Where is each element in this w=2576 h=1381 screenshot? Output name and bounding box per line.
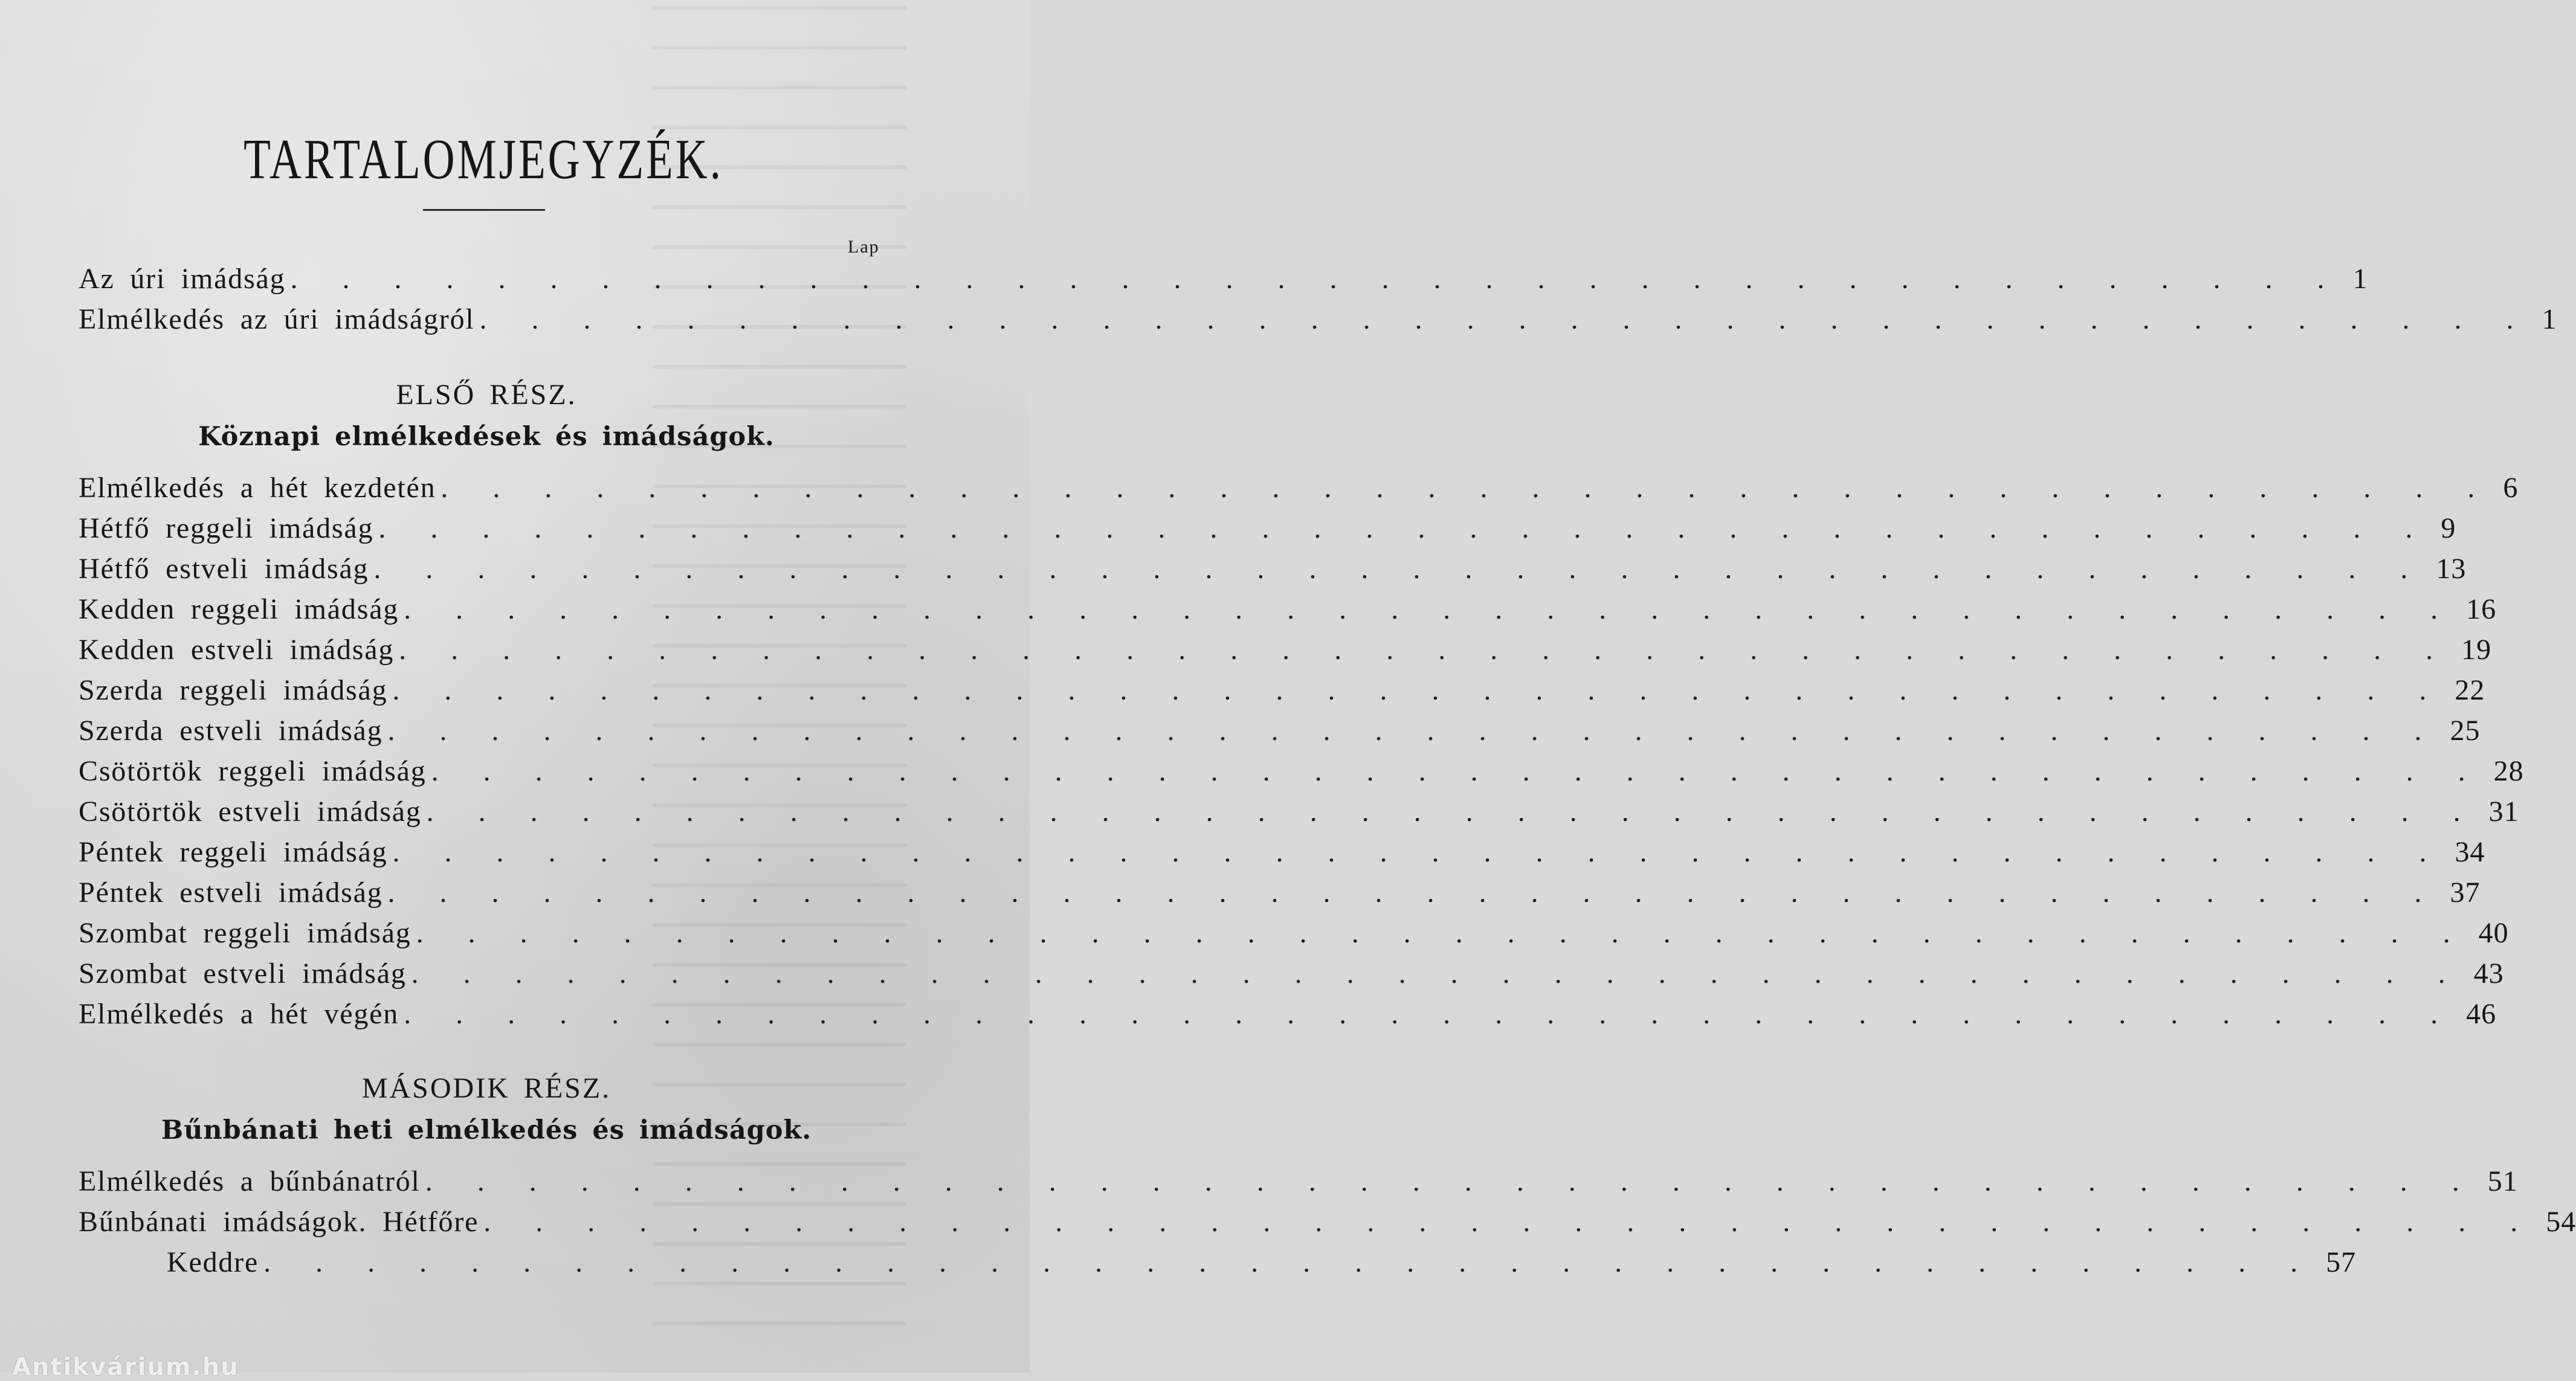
dot-leader: . . . . . . . . . . . . . . . . . . . . . . . . . . . . . . . . . . . . . . . . bbox=[425, 1165, 2478, 1197]
toc-entry-title: Csötörtök reggeli imádság bbox=[79, 755, 427, 787]
toc-entry bbox=[79, 791, 2519, 832]
table-of-contents bbox=[79, 259, 2576, 1283]
toc-entry-title: Szombat reggeli imádság bbox=[79, 917, 412, 949]
toc-entry bbox=[79, 468, 2519, 508]
toc-entry-page: 37 bbox=[2450, 877, 2481, 909]
toc-entry-title: Szombat estveli imádság bbox=[79, 958, 407, 990]
toc-entry bbox=[79, 751, 2524, 791]
toc-entry-title: Kedden estveli imádság bbox=[79, 634, 395, 666]
toc-entry-title: Elmélkedés a hét kezdetén bbox=[79, 472, 436, 504]
dot-leader: . . . . . . . . . . . . . . . . . . . . . . . . . . . . . . . . . . . . . . . . bbox=[392, 674, 2445, 706]
dot-leader: . . . . . . . . . . . . . . . . . . . . . . . . . . . . . . . . . . . . . . . . bbox=[426, 796, 2479, 828]
toc-entry-title: Szerda estveli imádság bbox=[79, 715, 383, 747]
toc-entry bbox=[79, 994, 2497, 1034]
toc-entry-title: Keddre bbox=[167, 1246, 259, 1278]
toc-entry-page: 51 bbox=[2487, 1165, 2518, 1197]
dot-leader: . . . . . . . . . . . . . . . . . . . . . . . . . . . . . . . . . . . . . . . . bbox=[441, 472, 2494, 504]
spacer bbox=[79, 340, 894, 376]
toc-entry-title: Hétfő reggeli imádság bbox=[79, 512, 374, 544]
toc-entry-page: 9 bbox=[2441, 512, 2456, 544]
toc-entry-page: 34 bbox=[2455, 836, 2485, 868]
toc-entry-title: Elmélkedés a bűnbánatról bbox=[79, 1165, 421, 1197]
toc-entry bbox=[79, 508, 2456, 549]
toc-entry bbox=[79, 913, 2509, 953]
part-two-heading: MÁSODIK RÉSZ. bbox=[361, 1072, 612, 1104]
dot-leader: . . . . . . . . . . . . . . . . . . . . . . . . . . . . . . . . . . . . . . . . bbox=[431, 755, 2484, 787]
page-title: TARTALOMJEGYZÉK. bbox=[244, 128, 723, 191]
dot-leader: . . . . . . . . . . . . . . . . . . . . . . . . . . . . . . . . . . . . . . . . bbox=[263, 1246, 2317, 1278]
watermark: Antikvárium.hu bbox=[12, 1353, 239, 1381]
toc-entry-title: Hétfő estveli imádság bbox=[79, 553, 369, 585]
dot-leader: . . . . . . . . . . . . . . . . . . . . . . . . . . . . . . . . . . . . . . . . bbox=[399, 634, 2452, 666]
toc-entry bbox=[79, 549, 2467, 589]
dot-leader: . . . . . . . . . . . . . . . . . . . . . . . . . . . . . . . . . . . . . . . . bbox=[378, 512, 2432, 544]
toc-entry bbox=[79, 710, 2481, 751]
dot-leader: . . . . . . . . . . . . . . . . . . . . . . . . . . . . . . . . . . . . . . . . bbox=[392, 836, 2445, 868]
toc-entry-page: 6 bbox=[2503, 472, 2519, 504]
dot-leader: . . . . . . . . . . . . . . . . . . . . . . . . . . . . . . . . . . . . . . . . bbox=[483, 1206, 2537, 1238]
toc-entry bbox=[79, 832, 2485, 872]
dot-leader: . . . . . . . . . . . . . . . . . . . . . . . . . . . . . . . . . . . . . . . . bbox=[404, 998, 2457, 1030]
toc-entry bbox=[79, 589, 2497, 629]
dot-leader: . . . . . . . . . . . . . . . . . . . . . . . . . . . . . . . . . . . . . . . . bbox=[290, 263, 2343, 295]
dot-leader: . . . . . . . . . . . . . . . . . . . . . . . . . . . . . . . . . . . . . . . . bbox=[479, 303, 2532, 335]
toc-entry-title: Szerda reggeli imádság bbox=[79, 674, 388, 706]
toc-entry bbox=[79, 1161, 2518, 1202]
toc-entry bbox=[79, 670, 2485, 710]
toc-entry-title: Péntek reggeli imádság bbox=[79, 836, 388, 868]
toc-entry-title: Elmélkedés az úri imádságról bbox=[79, 303, 475, 335]
toc-entry bbox=[79, 299, 2557, 340]
toc-entry bbox=[79, 872, 2481, 913]
toc-entry-page: 28 bbox=[2493, 755, 2524, 787]
toc-entry-title: Kedden reggeli imádság bbox=[79, 593, 399, 625]
toc-entry-page: 16 bbox=[2466, 593, 2497, 625]
toc-entry-page: 40 bbox=[2478, 917, 2509, 949]
toc-entry bbox=[79, 629, 2492, 670]
toc-entry-title: Bűnbánati imádságok. Hétfőre bbox=[79, 1206, 479, 1238]
toc-entry-page: 43 bbox=[2473, 958, 2504, 990]
toc-entry-page: 22 bbox=[2455, 674, 2485, 706]
toc-entry bbox=[79, 259, 2368, 299]
toc-entry-page: 57 bbox=[2326, 1246, 2357, 1278]
toc-entry-title: Péntek estveli imádság bbox=[79, 877, 383, 909]
toc-entry bbox=[79, 1242, 2357, 1283]
dot-leader: . . . . . . . . . . . . . . . . . . . . . . . . . . . . . . . . . . . . . . . . bbox=[387, 877, 2441, 909]
toc-entry-title: Elmélkedés a hét végén bbox=[79, 998, 399, 1030]
toc-entry-page: 46 bbox=[2466, 998, 2497, 1030]
toc-entry-page: 13 bbox=[2436, 553, 2467, 585]
toc-entry-page: 1 bbox=[2542, 303, 2557, 335]
spacer bbox=[79, 1034, 894, 1069]
toc-entry-page: 25 bbox=[2450, 715, 2481, 747]
part-one-subtitle: Köznapi elmélkedések és imádságok. bbox=[198, 422, 775, 452]
toc-entry-page: 31 bbox=[2488, 796, 2519, 828]
dot-leader: . . . . . . . . . . . . . . . . . . . . . . . . . . . . . . . . . . . . . . . . bbox=[416, 917, 2469, 949]
part-two-subtitle: Bűnbánati heti elmélkedés és imádságok. bbox=[161, 1115, 812, 1145]
toc-entry-title: Az úri imádság bbox=[79, 263, 286, 295]
spacer bbox=[79, 1153, 894, 1161]
toc-entry-title: Csötörtök estveli imádság bbox=[79, 796, 422, 828]
toc-entry bbox=[79, 953, 2504, 994]
page-column-label: Lap bbox=[848, 237, 880, 257]
dot-leader: . . . . . . . . . . . . . . . . . . . . . . . . . . . . . . . . . . . . . . . . bbox=[411, 958, 2464, 990]
title-divider bbox=[423, 209, 545, 211]
toc-entry-page: 1 bbox=[2352, 263, 2368, 295]
dot-leader: . . . . . . . . . . . . . . . . . . . . . . . . . . . . . . . . . . . . . . . . bbox=[387, 715, 2441, 747]
toc-entry-page: 54 bbox=[2546, 1206, 2576, 1238]
toc-entry-page: 19 bbox=[2461, 634, 2492, 666]
spacer bbox=[79, 459, 894, 468]
dot-leader: . . . . . . . . . . . . . . . . . . . . . . . . . . . . . . . . . . . . . . . . bbox=[373, 553, 2427, 585]
part-one-heading: ELSŐ RÉSZ. bbox=[396, 379, 577, 411]
dot-leader: . . . . . . . . . . . . . . . . . . . . . . . . . . . . . . . . . . . . . . . . bbox=[404, 593, 2457, 625]
toc-entry bbox=[79, 1202, 2576, 1242]
